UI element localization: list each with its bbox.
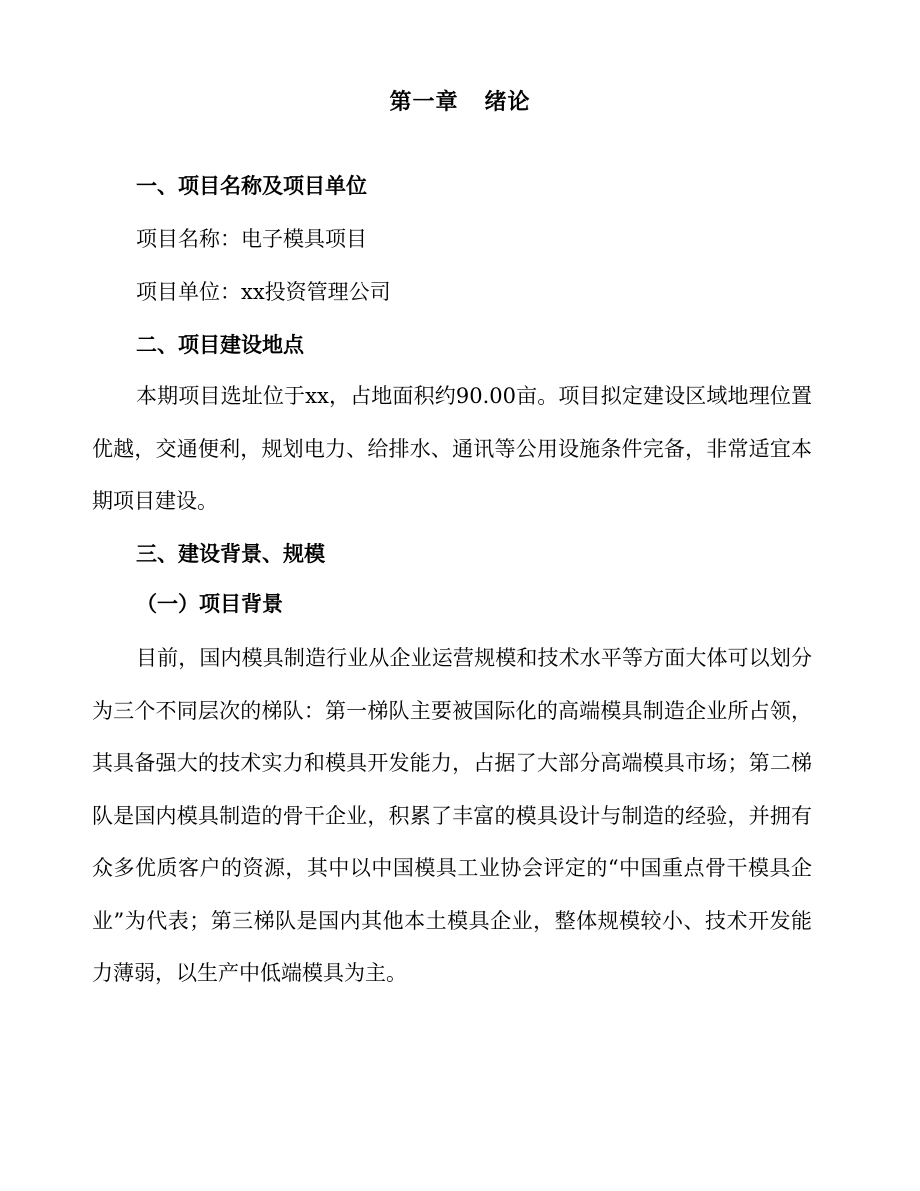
chapter-number: 第一章: [389, 89, 459, 115]
background-paragraph: 目前，国内模具制造行业从企业运营规模和技术水平等方面大体可以划分为三个不同层次的梯队：第一梯队主要被国际化的高端模具制造企业所占领，其具备强大的技术实力和模具开发能力，占据了大部分高端模具市场；第二梯队是国内模具制造的骨干企业，积累了丰富的模具设计与制造的经验，并拥有众多优质客户的资源，其中以中国模具工业协会评定的“中国重点骨干模具企业”为代表；第三梯队是国内其他本土模具企业，整体规模较小、技术开发能力薄弱，以生产中低端模具为主。: [92, 646, 812, 985]
section-heading-1: 一、项目名称及项目单位: [136, 173, 367, 198]
project-name-line: 项目名称：电子模具项目: [136, 227, 367, 251]
chapter-title: [0, 84, 920, 120]
section-heading-2: 二、项目建设地点: [136, 332, 304, 357]
section-heading-3: 三、建设背景、规模: [136, 541, 325, 566]
location-paragraph: 本期项目选址位于xx，占地面积约90.00亩。项目拟定建设区域地理位置优越，交通便利，规划电力、给排水、通讯等公用设施条件完备，非常适宜本期项目建设。: [92, 384, 812, 513]
chapter-name: 绪论: [484, 89, 531, 115]
project-unit-line: 项目单位：xx投资管理公司: [136, 280, 391, 304]
sub-heading-background: （一）项目背景: [136, 591, 283, 616]
